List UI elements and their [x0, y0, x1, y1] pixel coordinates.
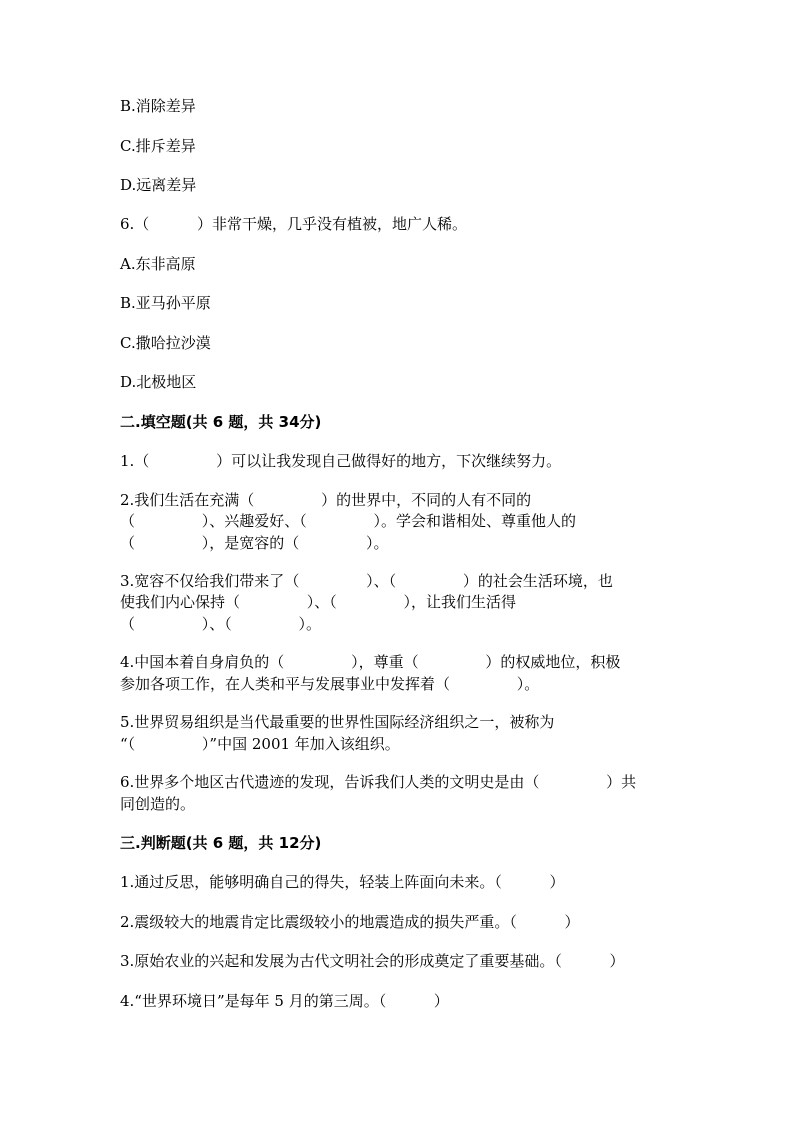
fill-q3-line1: 3.宽容不仅给我们带来了（ ）、（ ）的社会生活环境，也 — [120, 572, 613, 590]
fill-q5-line1: 5.世界贸易组织是当代最重要的世界性国际经济组织之一，被称为 — [120, 713, 555, 731]
fill-q2-line1: 2.我们生活在充满（ ）的世界中，不同的人有不同的 — [120, 491, 532, 509]
q6-stem: 6.（ ）非常干燥，几乎没有植被，地广人稀。 — [120, 215, 467, 233]
judge-q3: 3.原始农业的兴起和发展为古代文明社会的形成奠定了重要基础。（ ） — [120, 952, 625, 970]
fill-q6-line1: 6.世界多个地区古代遗迹的发现，告诉我们人类的文明史是由（ ）共 — [120, 773, 637, 791]
fill-q3-line3: （ ）、（ ）。 — [120, 615, 322, 633]
judge-q1: 1.通过反思，能够明确自己的得失，轻装上阵面向未来。（ ） — [120, 873, 565, 891]
q6-option-c: C.撒哈拉沙漠 — [120, 334, 211, 352]
q5-option-c: C.排斥差异 — [120, 137, 196, 155]
q6-option-a: A.东非高原 — [120, 255, 196, 273]
section3-heading: 三.判断题(共 6 题，共 12分) — [120, 834, 322, 852]
q5-option-b: B.消除差异 — [120, 97, 196, 115]
judge-q4: 4.“世界环境日”是每年 5 月的第三周。（ ） — [120, 992, 449, 1010]
fill-q5-line2: “（ ）”中国 2001 年加入该组织。 — [120, 735, 400, 753]
fill-q2-line3: （ ），是宽容的（ ）。 — [120, 534, 389, 552]
fill-q4-line2: 参加各项工作，在人类和平与发展事业中发挥着（ ）。 — [120, 675, 540, 693]
fill-q2-line2: （ ）、兴趣爱好、（ ）。学会和谐相处、尊重他人的 — [120, 512, 577, 530]
judge-q2: 2.震级较大的地震肯定比震级较小的地震造成的损失严重。（ ） — [120, 913, 580, 931]
q6-option-b: B.亚马孙平原 — [120, 294, 211, 312]
fill-q3-line2: 使我们内心保持（ ）、（ ），让我们生活得 — [120, 593, 517, 611]
q5-option-d: D.远离差异 — [120, 176, 197, 194]
fill-q4-line1: 4.中国本着自身肩负的（ ），尊重（ ）的权威地位，积极 — [120, 653, 621, 671]
section2-heading: 二.填空题(共 6 题，共 34分) — [120, 413, 322, 431]
q6-option-d: D.北极地区 — [120, 373, 197, 391]
fill-q1: 1.（ ）可以让我发现自己做得好的地方，下次继续努力。 — [120, 452, 562, 470]
fill-q6-line2: 同创造的。 — [120, 795, 196, 813]
